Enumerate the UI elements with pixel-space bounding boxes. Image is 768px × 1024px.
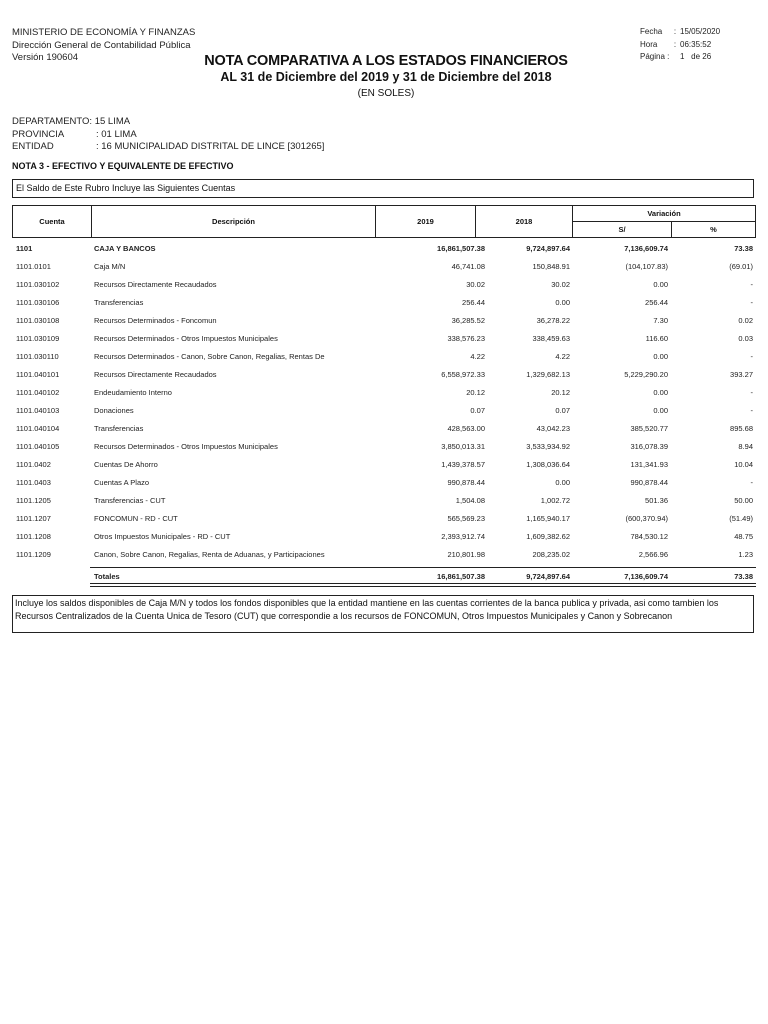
table-row <box>12 316 756 334</box>
totals-bottom-rule <box>90 583 756 584</box>
cell-variacion: 2,566.96 <box>638 550 668 559</box>
cell-2018: 9,724,897.64 <box>526 244 570 253</box>
cell-2019: 338,576.23 <box>447 334 485 343</box>
table-row <box>12 388 756 406</box>
cell-2018: 1,609,382.62 <box>526 532 570 541</box>
cell-cuenta: 1101.030109 <box>16 334 60 343</box>
cell-variacion: 7,136,609.74 <box>624 244 668 253</box>
header-info-block: Fecha : 15/05/2020 Hora : 06:35:52 Página : 1 de 26 <box>640 26 720 64</box>
hora-label: Hora <box>640 39 658 49</box>
hora-value: 06:35:52 <box>680 39 712 49</box>
cell-2019: 16,861,507.38 <box>437 244 485 253</box>
cell-pct: 50.00 <box>734 496 753 505</box>
footnote-box: Incluye los saldos disponibles de Caja M/N y todos los fondos disponibles que la entidad mantiene en las cuentas corrientes de la banca publica y privada, asi como tambien los Recursos Centralizados de la Cuenta Unica de Tesoro (CUT) que correspondie a los recursos de FONCOMUN, Otros Impuestos Municipales y Canon y Sobrecanon <box>12 595 754 633</box>
entidad-value: : 16 MUNICIPALIDAD DISTRITAL DE LINCE [301265] <box>96 141 325 152</box>
table-row <box>12 442 756 460</box>
table-row <box>12 460 756 478</box>
cell-cuenta: 1101.040103 <box>16 406 60 415</box>
cell-2018: 150,848.91 <box>532 262 570 271</box>
pagina-value: 1 de 26 <box>680 52 712 61</box>
cell-descripcion: Transferencias <box>94 424 144 433</box>
cell-2018: 4.22 <box>555 352 570 361</box>
cell-2019: 256.44 <box>462 298 485 307</box>
totals-variacion: 7,136,609.74 <box>624 572 668 581</box>
cell-variacion: 131,341.93 <box>630 460 668 469</box>
cell-cuenta: 1101.1205 <box>16 496 51 505</box>
table-row <box>12 244 756 262</box>
totals-row <box>12 572 756 590</box>
cell-pct: 0.02 <box>738 316 753 325</box>
cell-variacion: (600,370.94) <box>625 514 668 523</box>
cell-pct: (69.01) <box>729 262 753 271</box>
cell-2018: 0.00 <box>555 298 570 307</box>
cell-variacion: 5,229,290.20 <box>624 370 668 379</box>
cell-cuenta: 1101.0403 <box>16 478 51 487</box>
totals-pct: 73.38 <box>734 572 753 581</box>
cell-2018: 43,042.23 <box>536 424 570 433</box>
cell-cuenta: 1101.030106 <box>16 298 60 307</box>
cell-pct: - <box>750 298 753 307</box>
cell-cuenta: 1101.040105 <box>16 442 60 451</box>
cell-2019: 1,439,378.57 <box>441 460 485 469</box>
cell-variacion: 0.00 <box>653 280 668 289</box>
cell-2019: 990,878.44 <box>447 478 485 487</box>
cell-variacion: 990,878.44 <box>630 478 668 487</box>
cell-descripcion: Recursos Directamente Recaudados <box>94 370 217 379</box>
cell-descripcion: Recursos Determinados - Otros Impuestos Municipales <box>94 334 278 343</box>
entidad-label: ENTIDAD <box>12 141 54 152</box>
cell-cuenta: 1101 <box>16 244 33 253</box>
cell-pct: 895.68 <box>730 424 753 433</box>
cell-pct: 10.04 <box>734 460 753 469</box>
cell-cuenta: 1101.0101 <box>16 262 51 271</box>
cell-variacion: 784,530.12 <box>630 532 668 541</box>
report-period: AL 31 de Diciembre del 2019 y 31 de Diciembre del 2018 <box>220 70 552 84</box>
cell-cuenta: 1101.1209 <box>16 550 51 559</box>
table-row <box>12 478 756 496</box>
cell-pct: 73.38 <box>734 244 753 253</box>
cell-cuenta: 1101.1207 <box>16 514 51 523</box>
cell-pct: - <box>750 280 753 289</box>
cell-variacion: 385,520.77 <box>630 424 668 433</box>
cell-2019: 46,741.08 <box>451 262 485 271</box>
cell-descripcion: CAJA Y BANCOS <box>94 244 156 253</box>
cell-2019: 4.22 <box>470 352 485 361</box>
cell-2018: 20.12 <box>551 388 570 397</box>
table-row <box>12 262 756 280</box>
cell-pct: 48.75 <box>734 532 753 541</box>
cell-pct: - <box>750 388 753 397</box>
table-row <box>12 496 756 514</box>
cell-descripcion: Recursos Determinados - Otros Impuestos Municipales <box>94 442 278 451</box>
table-row <box>12 280 756 298</box>
cell-variacion: (104,107.83) <box>625 262 668 271</box>
cell-2018: 0.07 <box>555 406 570 415</box>
cell-cuenta: 1101.0402 <box>16 460 51 469</box>
pagina-label: Página : <box>640 52 670 61</box>
cell-variacion: 256.44 <box>645 298 668 307</box>
cell-2019: 36,285.52 <box>451 316 485 325</box>
table-header <box>12 205 756 238</box>
cell-descripcion: Cuentas De Ahorro <box>94 460 158 469</box>
cell-cuenta: 1101.030108 <box>16 316 60 325</box>
cell-2018: 36,278.22 <box>536 316 570 325</box>
cell-variacion: 0.00 <box>653 352 668 361</box>
cell-2018: 1,329,682.13 <box>526 370 570 379</box>
report-units: (EN SOLES) <box>357 88 415 99</box>
departamento: DEPARTAMENTO: 15 LIMA <box>12 116 131 127</box>
cell-2019: 20.12 <box>466 388 485 397</box>
cell-pct: - <box>750 406 753 415</box>
table-row <box>12 370 756 388</box>
provincia-label: PROVINCIA <box>12 128 65 140</box>
cell-descripcion: Transferencias - CUT <box>94 496 166 505</box>
cell-2019: 0.07 <box>470 406 485 415</box>
table-row <box>12 334 756 352</box>
org-department: Dirección General de Contabilidad Pública <box>12 39 191 51</box>
table-row <box>12 514 756 532</box>
org-name: MINISTERIO DE ECONOMÍA Y FINANZAS <box>12 27 196 38</box>
cell-variacion: 0.00 <box>653 388 668 397</box>
totals-2019: 16,861,507.38 <box>437 572 485 581</box>
cell-pct: 0.03 <box>738 334 753 343</box>
cell-2019: 2,393,912.74 <box>441 532 485 541</box>
cell-descripcion: Otros Impuestos Municipales - RD - CUT <box>94 532 231 541</box>
cell-variacion: 116.60 <box>645 334 668 343</box>
cell-2018: 1,308,036.64 <box>526 460 570 469</box>
entity-meta <box>12 116 324 154</box>
header-pct: % <box>671 221 756 238</box>
cell-pct: - <box>750 478 753 487</box>
cell-descripcion: Donaciones <box>94 406 134 415</box>
intro-box: El Saldo de Este Rubro Incluye las Siguientes Cuentas <box>12 179 754 198</box>
header-cuenta: Cuenta <box>12 205 92 238</box>
cell-cuenta: 1101.040101 <box>16 370 60 379</box>
cell-pct: (51.49) <box>729 514 753 523</box>
cell-cuenta: 1101.1208 <box>16 532 51 541</box>
cell-2018: 30.02 <box>551 280 570 289</box>
cell-descripcion: Endeudamiento Interno <box>94 388 172 397</box>
report-version: Versión 190604 <box>12 52 79 63</box>
fecha-label: Fecha <box>640 27 663 36</box>
cell-descripcion: Canon, Sobre Canon, Regalias, Renta de Aduanas, y Participaciones <box>94 550 325 559</box>
cell-pct: 8.94 <box>738 442 753 451</box>
table-row <box>12 298 756 316</box>
cell-descripcion: Caja M/N <box>94 262 126 271</box>
totals-2018: 9,724,897.64 <box>526 572 570 581</box>
cell-variacion: 501.36 <box>645 496 668 505</box>
cell-2019: 30.02 <box>466 280 485 289</box>
table-row <box>12 352 756 370</box>
fecha-value: 15/05/2020 <box>680 27 721 36</box>
header-variacion: Variación <box>572 205 756 222</box>
cell-2019: 3,850,013.31 <box>441 442 485 451</box>
totals-top-rule <box>90 567 756 568</box>
table-row <box>12 550 756 568</box>
cell-variacion: 0.00 <box>653 406 668 415</box>
nota-title: NOTA 3 - EFECTIVO Y EQUIVALENTE DE EFECTIVO <box>12 161 234 171</box>
cell-2019: 6,558,972.33 <box>441 370 485 379</box>
cell-2018: 338,459.63 <box>532 334 570 343</box>
cell-2019: 565,569.23 <box>447 514 485 523</box>
totals-label: Totales <box>94 572 120 581</box>
header-2019: 2019 <box>375 205 476 238</box>
cell-descripcion: Cuentas A Plazo <box>94 478 150 487</box>
cell-2019: 1,504.08 <box>455 496 485 505</box>
cell-pct: - <box>750 352 753 361</box>
cell-cuenta: 1101.040102 <box>16 388 60 397</box>
cell-2019: 210,801.98 <box>447 550 485 559</box>
table-row <box>12 424 756 442</box>
cell-2018: 3,533,934.92 <box>526 442 570 451</box>
cell-pct: 1.23 <box>738 550 753 559</box>
report-title: NOTA COMPARATIVA A LOS ESTADOS FINANCIEROS <box>204 53 568 69</box>
totals-bottom-rule-double <box>90 586 756 587</box>
cell-descripcion: Recursos Determinados - Canon, Sobre Canon, Regalias, Rentas De <box>94 352 325 361</box>
cell-descripcion: FONCOMUN - RD - CUT <box>94 514 178 523</box>
header-descripcion: Descripción <box>91 205 376 238</box>
provincia-value: : 01 LIMA <box>96 128 137 140</box>
header-soles: S/ <box>572 221 672 238</box>
cell-2018: 1,165,940.17 <box>526 514 570 523</box>
cell-2018: 208,235.02 <box>532 550 570 559</box>
header-2018: 2018 <box>475 205 573 238</box>
cell-cuenta: 1101.040104 <box>16 424 60 433</box>
cell-2018: 0.00 <box>555 478 570 487</box>
cell-cuenta: 1101.030102 <box>16 280 60 289</box>
cell-variacion: 7.30 <box>653 316 668 325</box>
cell-2018: 1,002.72 <box>540 496 570 505</box>
table-row <box>12 406 756 424</box>
cell-descripcion: Recursos Directamente Recaudados <box>94 280 217 289</box>
cell-descripcion: Transferencias <box>94 298 144 307</box>
cell-2019: 428,563.00 <box>447 424 485 433</box>
table-row <box>12 532 756 550</box>
cell-pct: 393.27 <box>730 370 753 379</box>
cell-cuenta: 1101.030110 <box>16 352 59 361</box>
cell-variacion: 316,078.39 <box>630 442 668 451</box>
cell-descripcion: Recursos Determinados - Foncomun <box>94 316 217 325</box>
